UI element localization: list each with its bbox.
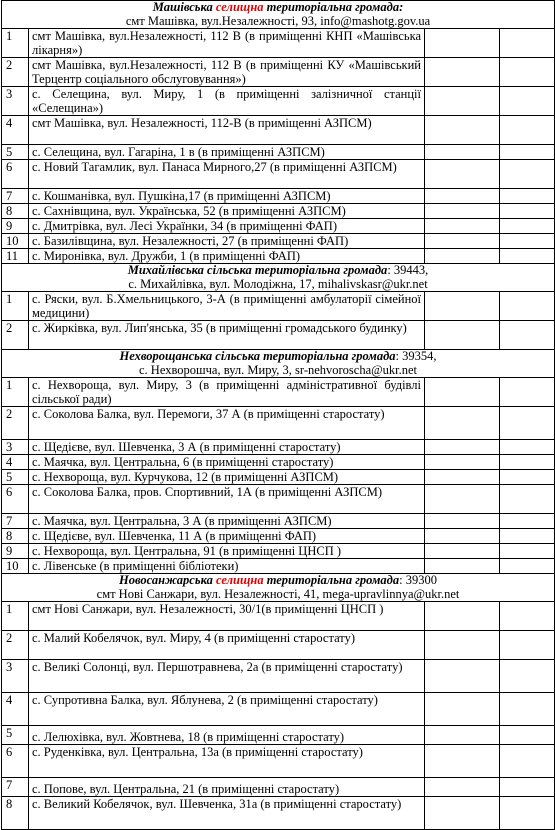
community-name: Машівська (152, 0, 216, 14)
empty-cell (500, 292, 555, 321)
empty-cell (500, 440, 555, 455)
table-row (2, 321, 555, 350)
row-number: 6 (2, 160, 29, 189)
row-number: 3 (2, 87, 29, 116)
polling-station-address: с. Маячка, вул. Центральна, 6 (в приміщенні старостату) (29, 455, 425, 470)
table-row (2, 797, 555, 830)
row-number: 7 (2, 514, 29, 529)
polling-station-address: с. Соколова Балка, вул. Перемоги, 37 А (в приміщенні старостату) (29, 407, 425, 440)
empty-cell (500, 219, 555, 234)
row-number: 5 (2, 145, 29, 160)
row-number: 5 (2, 726, 29, 745)
polling-station-address: смт Машівка, вул.Незалежності, 112 В (в приміщенні КНП «Машівська лікарня») (29, 29, 425, 58)
empty-cell (500, 378, 555, 407)
community-name-suffix: територіальна громада (263, 573, 400, 587)
empty-cell (500, 234, 555, 249)
polling-station-address: с. Попове, вул. Центральна, 21 (в приміщенні старостату) (29, 778, 425, 797)
empty-cell (425, 219, 500, 234)
empty-cell (425, 234, 500, 249)
empty-cell (425, 189, 500, 204)
table-row (2, 234, 555, 249)
polling-station-address: с. Дмитрівка, вул. Лесі Українки, 34 (в приміщенні ФАП) (29, 219, 425, 234)
empty-cell (425, 514, 500, 529)
section-title-line (4, 1, 552, 15)
row-number: 8 (2, 529, 29, 544)
table-row (2, 602, 555, 631)
section-header-row (2, 574, 555, 602)
empty-cell (500, 745, 555, 778)
empty-cell (500, 204, 555, 219)
polling-station-address: с. Кошманівка, вул. Пушкіна,17 (в приміщенні АЗПСМ) (29, 189, 425, 204)
empty-cell (500, 321, 555, 350)
polling-station-address: с. Супротивна Балка, вул. Яблунева, 2 (в приміщенні старостату) (29, 693, 425, 726)
polling-stations-table (1, 0, 555, 830)
row-number: 3 (2, 440, 29, 455)
empty-cell (425, 797, 500, 830)
empty-cell (500, 249, 555, 264)
table-row (2, 160, 555, 189)
row-number: 7 (2, 189, 29, 204)
postal-code: : 39300 (399, 573, 437, 587)
polling-station-address: с. Лелюхівка, вул. Жовтнева, 18 (в приміщенні старостату) (29, 726, 425, 745)
table-row (2, 145, 555, 160)
polling-station-address: с. Лівенське (в приміщенні бібліотеки) (29, 559, 425, 574)
row-number: 2 (2, 321, 29, 350)
empty-cell (500, 407, 555, 440)
empty-cell (500, 485, 555, 514)
empty-cell (500, 602, 555, 631)
row-number: 10 (2, 234, 29, 249)
empty-cell (500, 529, 555, 544)
table-row (2, 544, 555, 559)
empty-cell (500, 189, 555, 204)
section-header (2, 350, 555, 378)
table-row (2, 29, 555, 58)
polling-station-address: смт Нові Санжари, вул. Незалежності, 30/1(в приміщенні ЦНСП ) (29, 602, 425, 631)
row-number: 7 (2, 778, 29, 797)
row-number: 11 (2, 249, 29, 264)
empty-cell (425, 778, 500, 797)
row-number: 1 (2, 29, 29, 58)
table-row (2, 189, 555, 204)
polling-station-address: с. Миронівка, вул. Дружби, 1 (в приміщенні ФАП) (29, 249, 425, 264)
table-row (2, 407, 555, 440)
row-number: 4 (2, 455, 29, 470)
community-address: с. Нехворошча, вул. Миру, 3, sr-nehvoroscha@ukr.net (139, 362, 418, 377)
table-row (2, 292, 555, 321)
table-row (2, 631, 555, 660)
empty-cell (500, 145, 555, 160)
empty-cell (500, 470, 555, 485)
empty-cell (425, 631, 500, 660)
polling-station-address: смт Машівка, вул. Незалежності, 112-В (в приміщенні АЗПСМ) (29, 116, 425, 145)
table-row (2, 726, 555, 745)
table-row (2, 485, 555, 514)
polling-station-address: с. Нехвороща, вул. Центральна, 91 (в приміщенні ЦНСП ) (29, 544, 425, 559)
row-number: 2 (2, 58, 29, 87)
row-number: 2 (2, 631, 29, 660)
row-number: 5 (2, 470, 29, 485)
section-title-line (4, 350, 552, 364)
empty-cell (425, 321, 500, 350)
row-number: 9 (2, 544, 29, 559)
table-row (2, 378, 555, 407)
empty-cell (500, 160, 555, 189)
empty-cell (500, 778, 555, 797)
empty-cell (425, 602, 500, 631)
empty-cell (500, 116, 555, 145)
empty-cell (425, 660, 500, 693)
table-row (2, 470, 555, 485)
polling-station-address: с. Щедієве, вул. Шевченка, 11 А (в приміщенні ФАП) (29, 529, 425, 544)
polling-station-address: с. Нехвороща, вул. Миру, 3 (в приміщенні адміністративної будівлі сільської ради) (29, 378, 425, 407)
empty-cell (425, 529, 500, 544)
empty-cell (500, 660, 555, 693)
polling-station-address: с. Великі Солонці, вул. Першотравнева, 2а (в приміщенні старостату) (29, 660, 425, 693)
polling-station-address: с. Нехвороща, вул. Курчукова, 12 (в приміщенні АЗПСМ) (29, 470, 425, 485)
row-number: 8 (2, 204, 29, 219)
section-title-line (4, 574, 552, 588)
empty-cell (500, 631, 555, 660)
table-row (2, 219, 555, 234)
community-address: смт Машівка, вул.Незалежності, 93, info@mashotg.gov.ua (125, 13, 431, 28)
table-row (2, 116, 555, 145)
section-header (2, 574, 555, 602)
row-number: 8 (2, 797, 29, 830)
empty-cell (425, 145, 500, 160)
polling-station-address: с. Селещина, вул. Миру, 1 (в приміщенні залізничної станції «Селещина») (29, 87, 425, 116)
empty-cell (500, 726, 555, 745)
row-number: 6 (2, 745, 29, 778)
empty-cell (500, 797, 555, 830)
empty-cell (425, 440, 500, 455)
polling-station-address: с. Великий Кобелячок, вул. Шевченка, 31а (в приміщенні старостату) (29, 797, 425, 830)
polling-station-address: с. Сахнівщина, вул. Українська, 52 (в приміщенні АЗПСМ) (29, 204, 425, 219)
section-header-row (2, 264, 555, 292)
polling-station-address: смт Машівка, вул.Незалежності, 112 В (в приміщенні КУ «Машівський Терцентр соціального обслуговування») (29, 58, 425, 87)
empty-cell (425, 249, 500, 264)
table-row (2, 87, 555, 116)
postal-code: : 39354, (395, 349, 437, 363)
row-number: 2 (2, 407, 29, 440)
empty-cell (425, 693, 500, 726)
row-number: 10 (2, 559, 29, 574)
empty-cell (425, 378, 500, 407)
polling-station-address: с. Щедієве, вул. Шевченка, 3 А (в приміщенні старостату) (29, 440, 425, 455)
empty-cell (425, 58, 500, 87)
community-name-suffix: територіальна громада: (263, 0, 404, 14)
empty-cell (500, 514, 555, 529)
polling-station-address: с. Ряски, вул. Б.Хмельницького, 3-А (в приміщенні амбулаторії сімейної медицини) (29, 292, 425, 321)
polling-station-address: с. Руденківка, вул. Центральна, 13а (в приміщенні старостату) (29, 745, 425, 778)
table-row (2, 204, 555, 219)
polling-station-address: с. Новий Тагамлик, вул. Панаса Мирного,27 (в приміщенні АЗПСМ) (29, 160, 425, 189)
community-address: смт Нові Санжари, вул. Незалежності, 41, mega-upravlinnya@ukr.net (96, 586, 460, 601)
empty-cell (500, 87, 555, 116)
empty-cell (425, 544, 500, 559)
empty-cell (425, 87, 500, 116)
row-number: 6 (2, 485, 29, 514)
row-number: 4 (2, 116, 29, 145)
community-type-highlight: селищна (215, 0, 264, 14)
row-number: 4 (2, 693, 29, 726)
empty-cell (425, 455, 500, 470)
table-row (2, 778, 555, 797)
polling-station-address: с. Жирківка, вул. Лип'янська, 35 (в приміщенні громадського будинку) (29, 321, 425, 350)
table-row (2, 58, 555, 87)
postal-code: : 39443, (387, 263, 429, 277)
empty-cell (425, 204, 500, 219)
polling-station-address: с. Малий Кобелячок, вул. Миру, 4 (в приміщенні старостату) (29, 631, 425, 660)
section-header-row (2, 1, 555, 29)
table-row (2, 455, 555, 470)
empty-cell (425, 559, 500, 574)
row-number: 3 (2, 660, 29, 693)
empty-cell (425, 485, 500, 514)
empty-cell (500, 455, 555, 470)
community-name: Михайлівська сільська територіальна громада (127, 263, 388, 277)
table-row (2, 440, 555, 455)
row-number: 1 (2, 602, 29, 631)
community-name: Нехворощанська сільська територіальна громада (119, 349, 396, 363)
row-number: 9 (2, 219, 29, 234)
row-number: 1 (2, 292, 29, 321)
empty-cell (425, 116, 500, 145)
section-header-row (2, 350, 555, 378)
empty-cell (425, 726, 500, 745)
section-header (2, 264, 555, 292)
polling-station-address: с. Соколова Балка, пров. Спортивний, 1А (в приміщенні АЗПСМ) (29, 485, 425, 514)
empty-cell (500, 559, 555, 574)
polling-station-address: с. Базилівщина, вул. Незалежності, 27 (в приміщенні ФАП) (29, 234, 425, 249)
section-title-line (4, 264, 552, 278)
row-number: 1 (2, 378, 29, 407)
table-row (2, 249, 555, 264)
table-row (2, 660, 555, 693)
empty-cell (425, 292, 500, 321)
community-address: с. Михайлівка, вул. Молодіжна, 17, mihalivskasr@ukr.net (128, 276, 428, 291)
empty-cell (425, 470, 500, 485)
empty-cell (425, 160, 500, 189)
table-row (2, 693, 555, 726)
empty-cell (500, 544, 555, 559)
table-row (2, 529, 555, 544)
polling-station-address: с. Маячка, вул. Центральна, 3 А (в приміщенні АЗПСМ) (29, 514, 425, 529)
empty-cell (425, 29, 500, 58)
empty-cell (500, 693, 555, 726)
empty-cell (500, 58, 555, 87)
community-type-highlight: селищна (215, 573, 264, 587)
community-name: Новосанжарська (119, 573, 216, 587)
empty-cell (500, 29, 555, 58)
empty-cell (425, 745, 500, 778)
table-row (2, 559, 555, 574)
table-row (2, 514, 555, 529)
polling-station-address: с. Селещина, вул. Гагаріна, 1 в (в приміщенні АЗПСМ) (29, 145, 425, 160)
section-header (2, 1, 555, 29)
empty-cell (425, 407, 500, 440)
table-row (2, 745, 555, 778)
